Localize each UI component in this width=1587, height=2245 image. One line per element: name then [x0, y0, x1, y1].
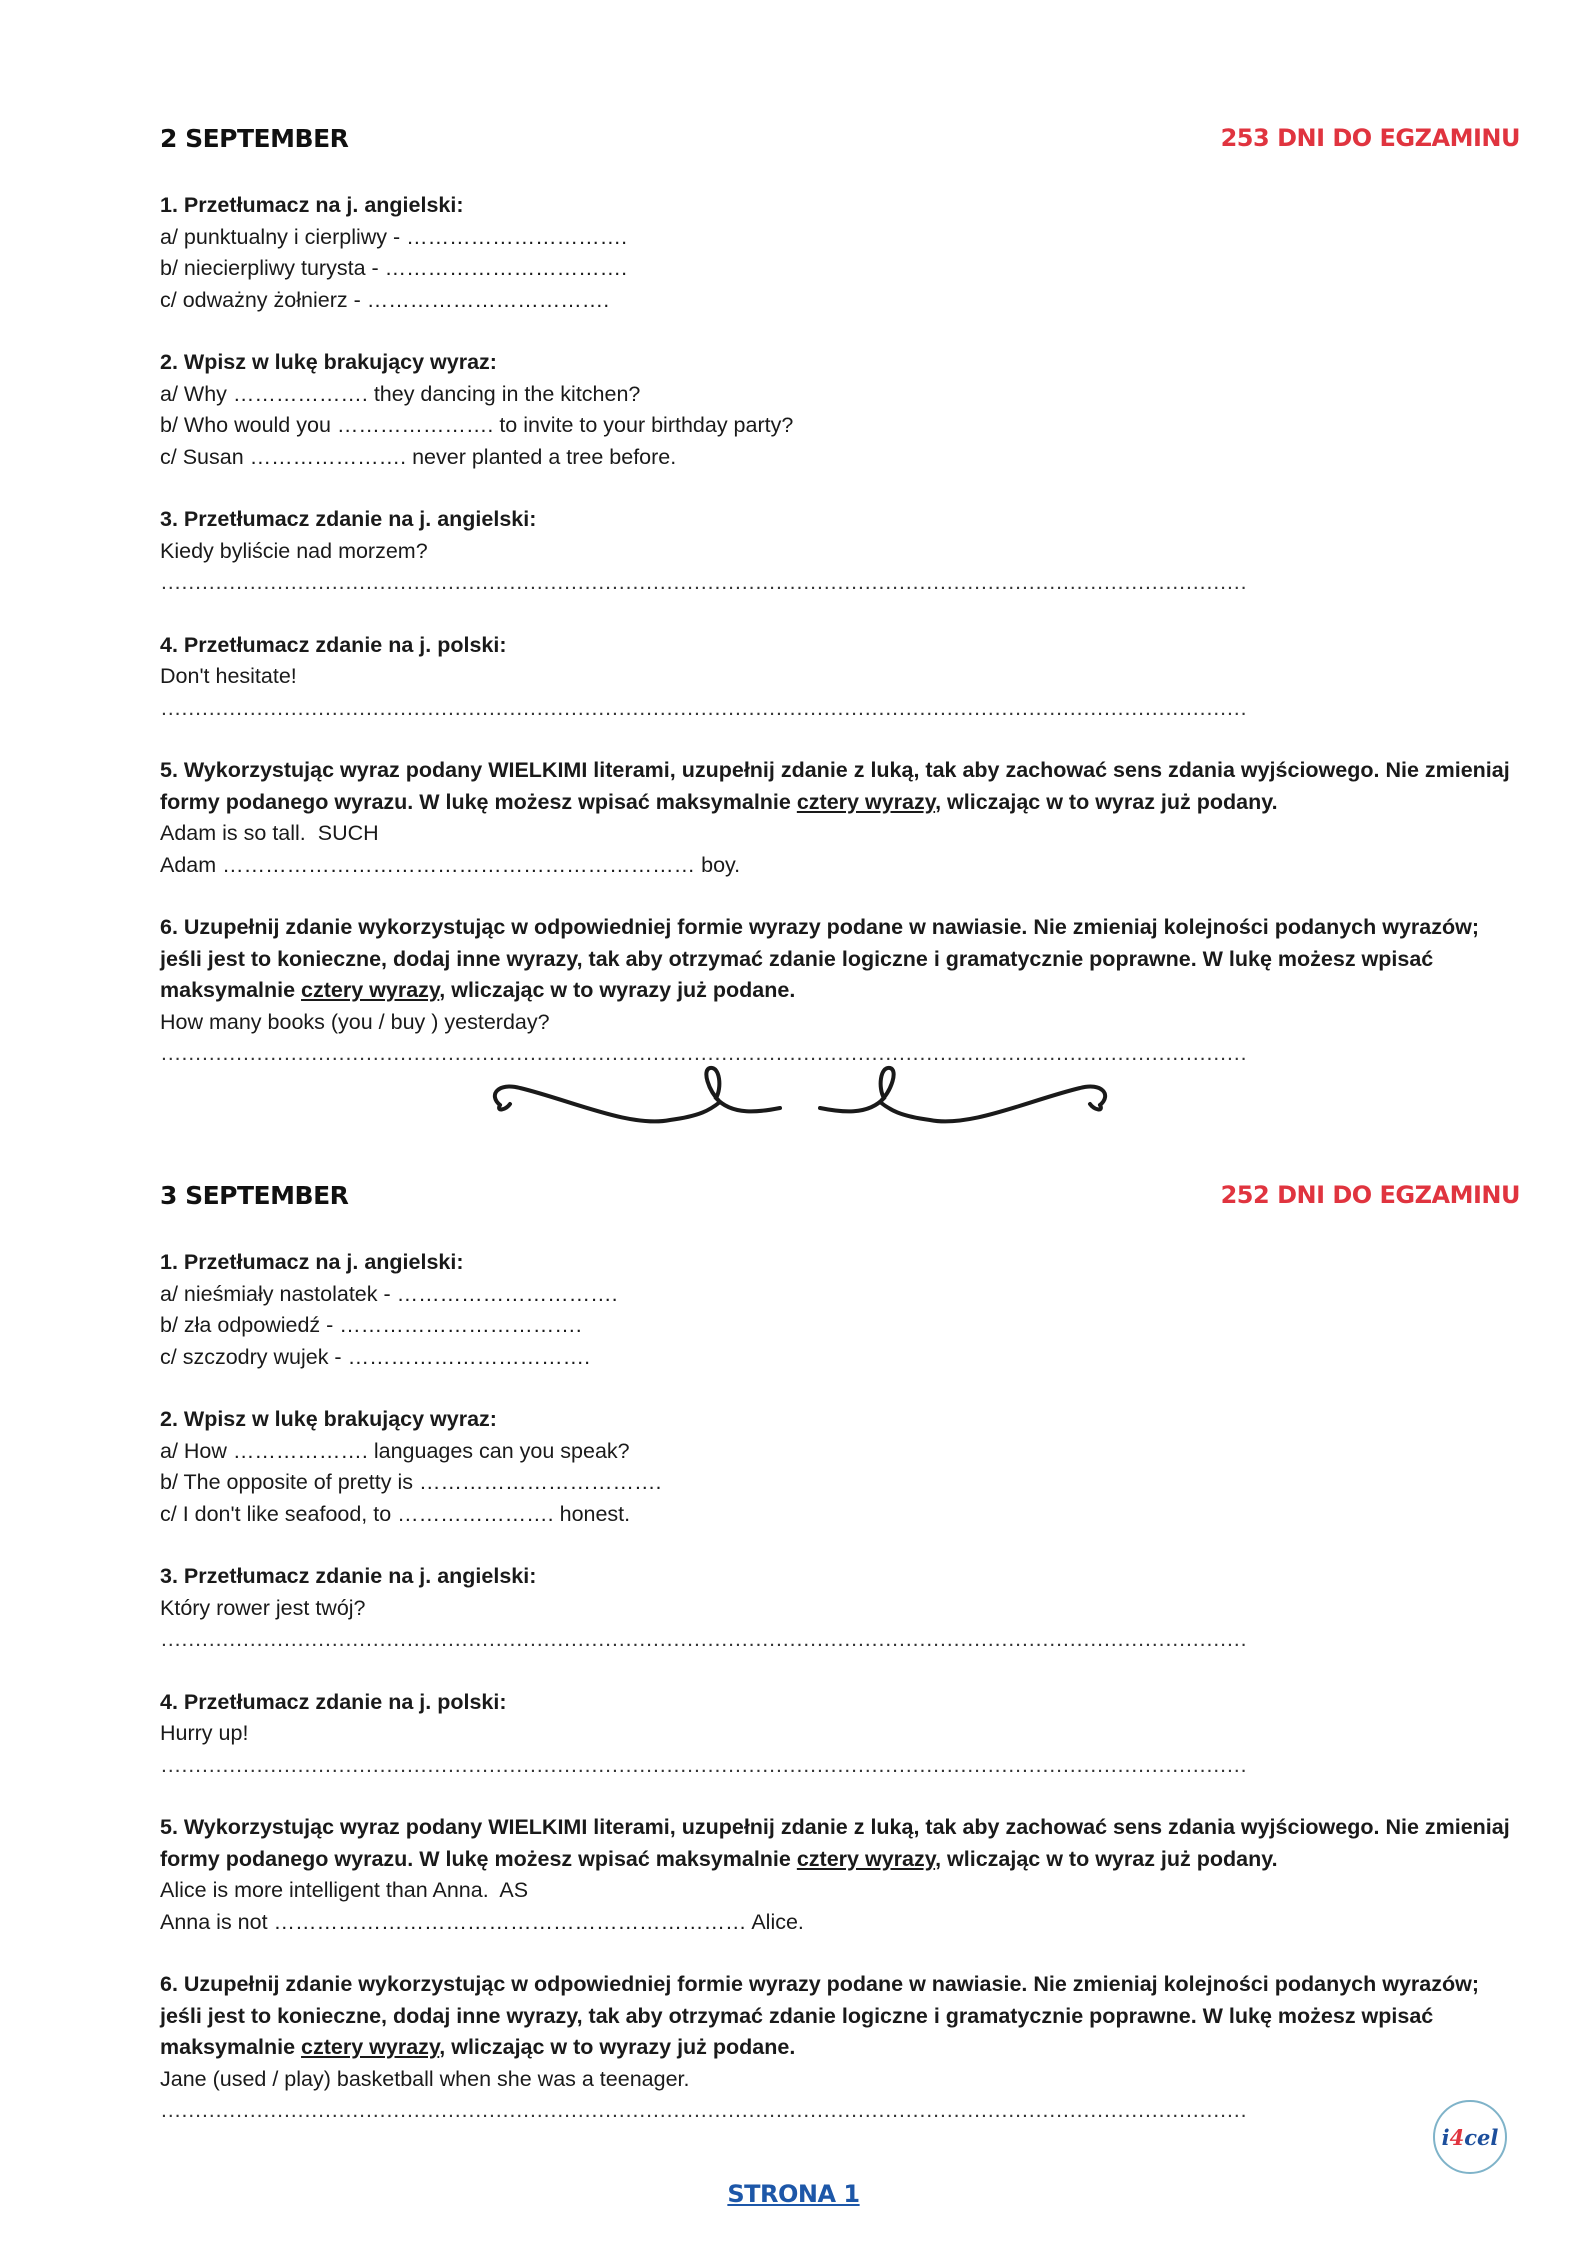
task-2 — [160, 347, 1520, 473]
task-title: 2. Wpisz w lukę brakujący wyraz: — [160, 1407, 497, 1431]
task-title: 6. Uzupełnij zdanie wykorzystując w odpowiedniej formie wyrazy podane w nawiasie. Nie zmieniaj kolejności podanych wyrazów; — [160, 1972, 1479, 1996]
text: maksymalnie — [160, 2035, 302, 2059]
task-item: c/ szczodry wujek - ……………………………. — [160, 1344, 591, 1369]
sentence: Hurry up! — [160, 1721, 249, 1745]
logo-text-accent: 4 — [1449, 2124, 1465, 2150]
page-number — [0, 2180, 1587, 2208]
day-section-3-september — [160, 1181, 1520, 2127]
task-2 — [160, 1404, 1520, 1530]
day-header — [160, 1181, 1520, 1221]
answer-line: …………………………………………………………………………………………………………………………………………… — [160, 570, 1247, 594]
task-title: 4. Przetłumacz zdanie na j. polski: — [160, 632, 507, 657]
answer-line: …………………………………………………………………………………………………………………………………………… — [160, 1752, 1247, 1777]
task-item: a/ nieśmiały nastolatek - …………………………. — [160, 1281, 618, 1306]
task-5 — [160, 755, 1520, 881]
day-title: 2 SEPTEMBER — [160, 124, 349, 153]
task-item: b/ niecierpliwy turysta - ……………………………. — [160, 256, 628, 280]
task-title: 5. Wykorzystując wyraz podany WIELKIMI literami, uzupełnij zdanie z luką, tak aby zachować sens zdania wyjściowego. Nie zmieniaj — [160, 1815, 1510, 1839]
brand-logo — [1433, 2100, 1507, 2174]
task-title-line-3 — [160, 975, 1520, 1007]
sentence: Jane (used / play) basketball when she was a teenager. — [160, 2066, 690, 2091]
task-1 — [160, 190, 1520, 316]
task-item: b/ The opposite of pretty is ……………………………. — [160, 1470, 662, 1494]
task-item: a/ punktualny i cierpliwy - …………………………. — [160, 224, 628, 249]
underlined-keyword: cztery wyrazy — [301, 978, 440, 1002]
task-title: 1. Przetłumacz na j. angielski: — [160, 193, 464, 217]
text: , wliczając w to wyrazy już podane. — [439, 978, 796, 1002]
task-title: 2. Wpisz w lukę brakujący wyraz: — [160, 350, 497, 374]
task-title-line-2 — [160, 1844, 1520, 1876]
task-title-line-2: jeśli jest to konieczne, dodaj inne wyrazy, tak aby otrzymać zdanie logiczne i gramatycznie poprawne. W lukę możesz wpisać — [160, 946, 1434, 971]
task-5 — [160, 1812, 1520, 1938]
task-3 — [160, 1561, 1520, 1656]
day-section-2-september — [160, 124, 1520, 1070]
gap-sentence: Adam ………………………………………………………… boy. — [160, 852, 741, 877]
day-title: 3 SEPTEMBER — [160, 1181, 349, 1210]
day-header — [160, 124, 1520, 164]
text: maksymalnie — [160, 978, 302, 1002]
answer-line: …………………………………………………………………………………………………………………………………………… — [160, 695, 1247, 720]
sentence: Kiedy byliście nad morzem? — [160, 538, 428, 563]
task-6 — [160, 1969, 1520, 2127]
task-item: a/ Why ………………. they dancing in the kitchen? — [160, 381, 641, 406]
task-1 — [160, 1247, 1520, 1373]
task-4 — [160, 1687, 1520, 1782]
task-item: c/ odważny żołnierz - ……………………………. — [160, 287, 610, 312]
answer-line: …………………………………………………………………………………………………………………………………………… — [160, 2098, 1247, 2122]
gap-sentence: Anna is not ………………………………………………………… Alice. — [160, 1909, 804, 1934]
task-4 — [160, 630, 1520, 725]
underlined-keyword: cztery wyrazy — [796, 789, 936, 814]
sentence: How many books (you / buy ) yesterday? — [160, 1009, 550, 1034]
source-sentence: Alice is more intelligent than Anna. AS — [160, 1878, 529, 1902]
underlined-keyword: cztery wyrazy — [301, 2035, 440, 2059]
task-title: 3. Przetłumacz zdanie na j. angielski: — [160, 507, 537, 531]
text: , wliczając w to wyraz już podany. — [935, 789, 1278, 814]
page-number-label: STRONA 1 — [727, 2180, 860, 2208]
task-title-line-3 — [160, 2032, 1520, 2064]
task-title: 4. Przetłumacz zdanie na j. polski: — [160, 1689, 507, 1714]
exam-countdown: 253 DNI DO EGZAMINU — [1220, 124, 1520, 152]
answer-line: …………………………………………………………………………………………………………………………………………… — [160, 1627, 1247, 1651]
sentence: Don't hesitate! — [160, 664, 297, 688]
task-item: c/ Susan …………………. never planted a tree before. — [160, 444, 677, 469]
exam-countdown: 252 DNI DO EGZAMINU — [1220, 1181, 1520, 1209]
text: , wliczając w to wyrazy już podane. — [439, 2035, 796, 2059]
task-title-line-2 — [160, 787, 1520, 819]
text: formy podanego wyrazu. W lukę możesz wpisać maksymalnie — [160, 1846, 797, 1871]
task-title: 6. Uzupełnij zdanie wykorzystując w odpowiedniej formie wyrazy podane w nawiasie. Nie zmieniaj kolejności podanych wyrazów; — [160, 915, 1479, 939]
task-6 — [160, 912, 1520, 1070]
text: formy podanego wyrazu. W lukę możesz wpisać maksymalnie — [160, 789, 797, 814]
text: , wliczając w to wyraz już podany. — [935, 1846, 1278, 1871]
task-item: b/ Who would you …………………. to invite to your birthday party? — [160, 413, 794, 437]
underlined-keyword: cztery wyrazy — [796, 1846, 936, 1871]
task-item: b/ zła odpowiedź - ……………………………. — [160, 1313, 582, 1337]
task-item: a/ How ………………. languages can you speak? — [160, 1438, 630, 1463]
task-title-line-2: jeśli jest to konieczne, dodaj inne wyrazy, tak aby otrzymać zdanie logiczne i gramatycznie poprawne. W lukę możesz wpisać — [160, 2003, 1434, 2028]
logo-text: i — [1441, 2124, 1450, 2150]
flourish-divider-icon — [470, 1060, 1130, 1140]
sentence: Który rower jest twój? — [160, 1595, 366, 1620]
task-title: 3. Przetłumacz zdanie na j. angielski: — [160, 1564, 537, 1588]
task-item: c/ I don't like seafood, to …………………. honest. — [160, 1501, 631, 1526]
task-title: 1. Przetłumacz na j. angielski: — [160, 1250, 464, 1274]
task-title: 5. Wykorzystując wyraz podany WIELKIMI literami, uzupełnij zdanie z luką, tak aby zachować sens zdania wyjściowego. Nie zmieniaj — [160, 758, 1510, 782]
logo-text: cel — [1464, 2124, 1499, 2150]
answer-line: …………………………………………………………………………………………………………………………………………… — [160, 1041, 1247, 1065]
source-sentence: Adam is so tall. SUCH — [160, 821, 379, 845]
task-3 — [160, 504, 1520, 599]
